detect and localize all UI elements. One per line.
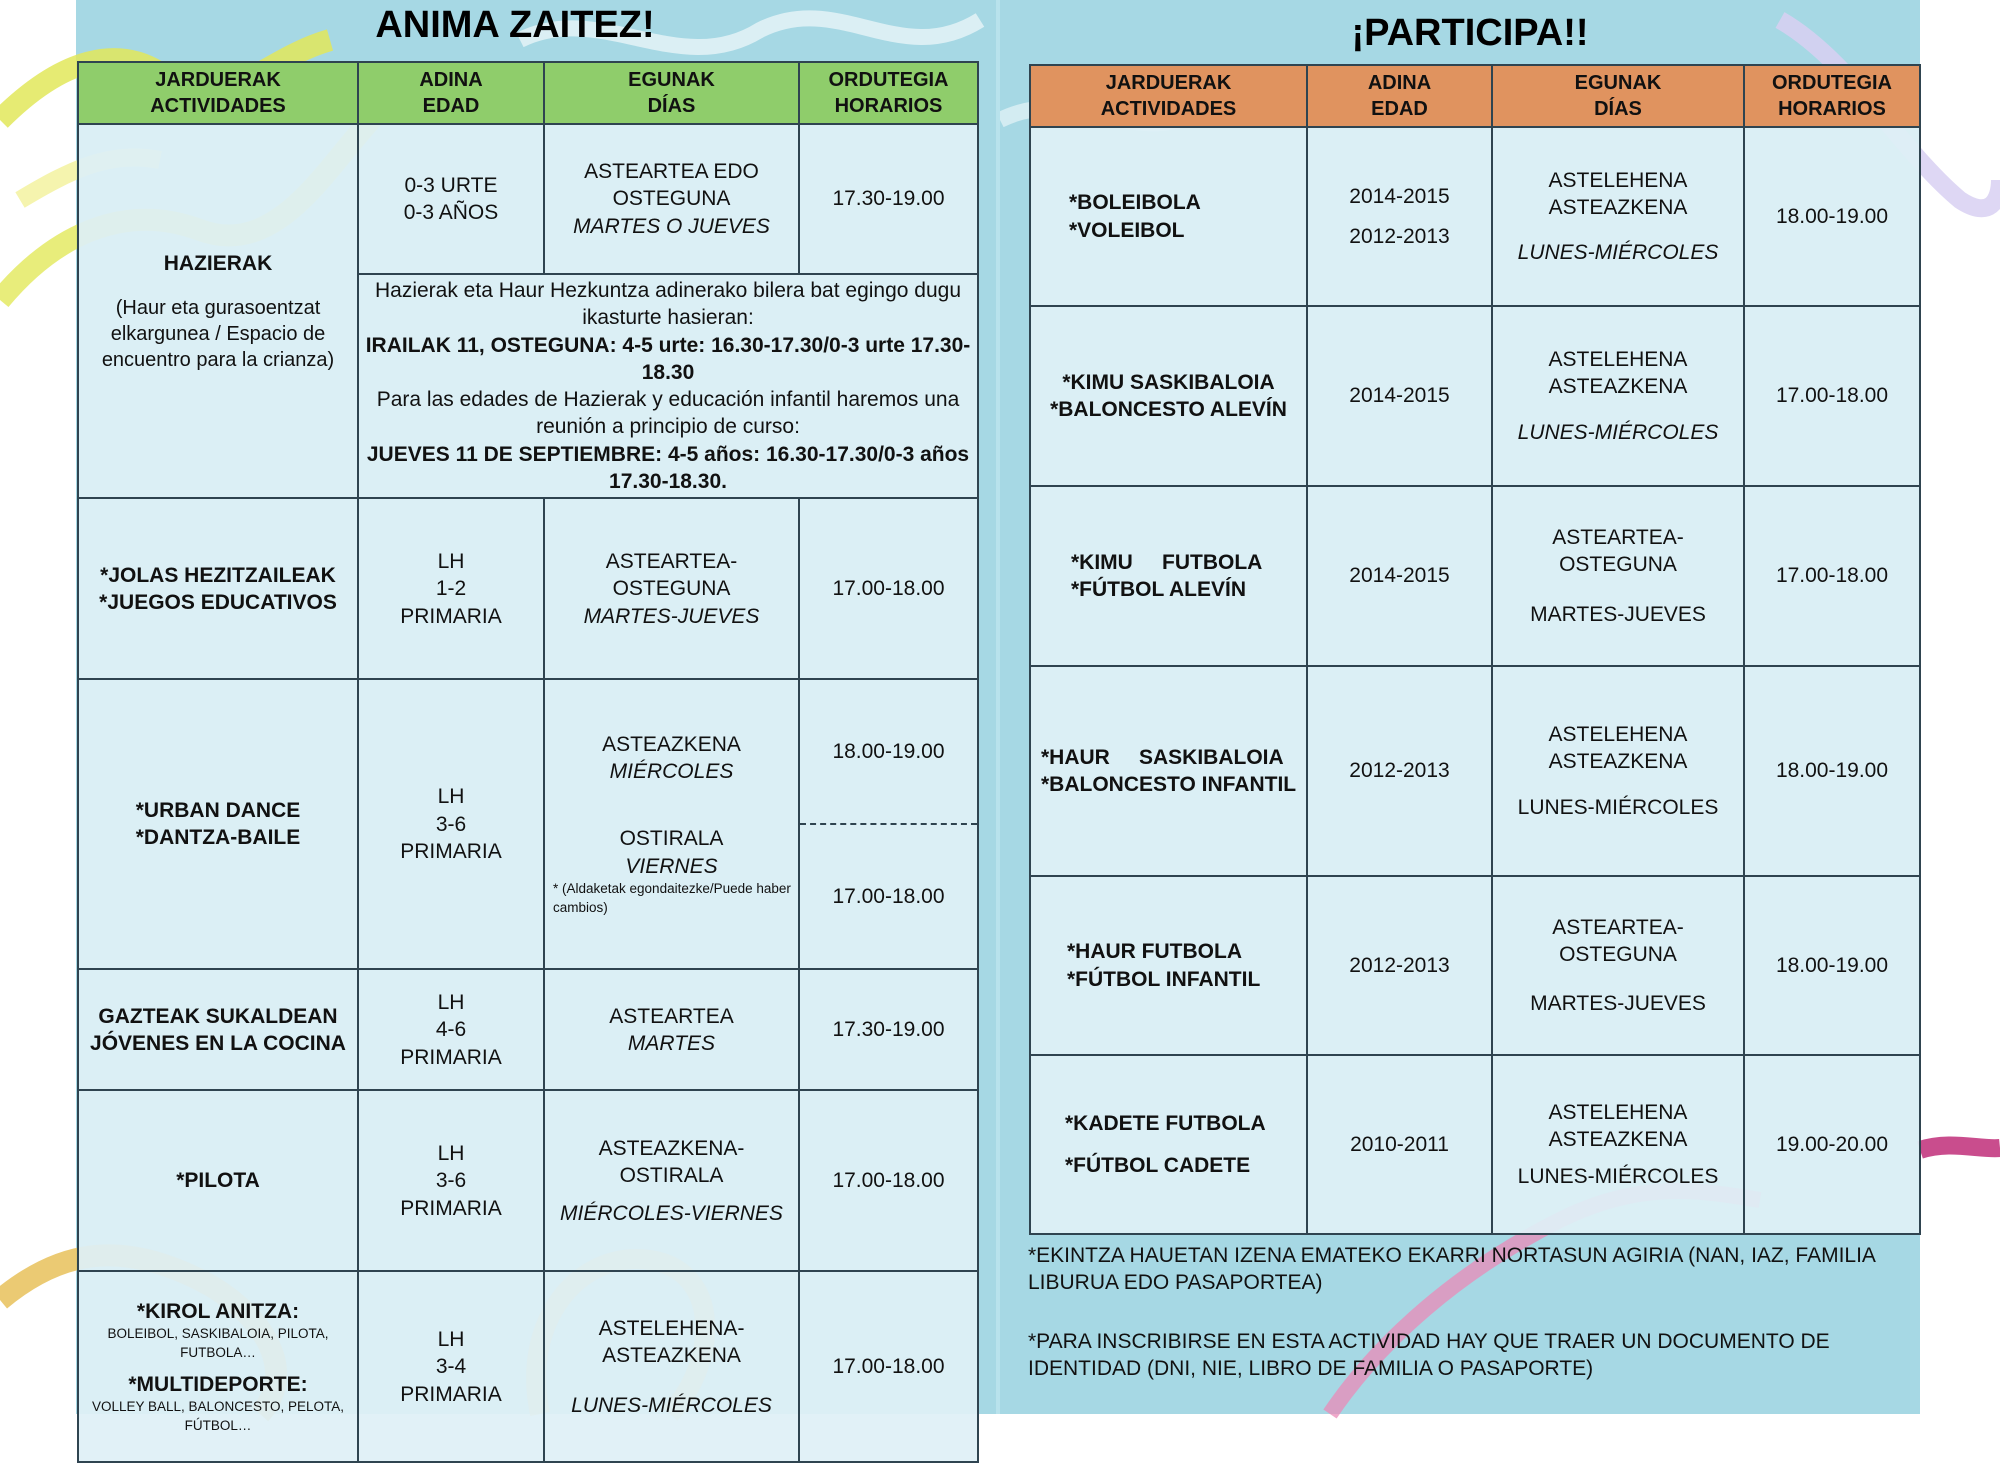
- registration-note-eu: *EKINTZA HAUETAN IZENA EMATEKO EKARRI NORTASUN AGIRIA (NAN, IAZ, FAMILIA LIBURUA EDO PASAPORTEA): [1028, 1244, 1875, 1295]
- activity-cell: *HAUR FUTBOLA *FÚTBOL INFANTIL: [1030, 876, 1307, 1055]
- age-cell: LH 1-2 PRIMARIA: [358, 498, 544, 679]
- right-title: ¡PARTICIPA!!: [1351, 12, 1589, 54]
- page-fold: [996, 0, 1000, 1414]
- header-hours: ORDUTEGIA HORARIOS: [799, 62, 978, 124]
- header-hours: ORDUTEGIA HORARIOS: [1744, 65, 1920, 127]
- days-cell: ASTELEHENA ASTEAZKENA LUNES-MIÉRCOLES: [1492, 666, 1744, 876]
- hours-cell: 18.00-19.00: [1744, 666, 1920, 876]
- age-cell: 2010-2011: [1307, 1055, 1492, 1234]
- days-cell: ASTEARTEA-OSTEGUNA MARTES-JUEVES: [1492, 486, 1744, 666]
- table-row: [1030, 127, 1920, 306]
- days-cell: ASTEARTEA-OSTEGUNA MARTES-JUEVES: [1492, 876, 1744, 1055]
- table-row: [78, 1090, 978, 1271]
- table-header-row: [78, 62, 978, 124]
- header-activities: JARDUERAK ACTIVIDADES: [1030, 65, 1307, 127]
- age-cell: 2014-2015 2012-2013: [1307, 127, 1492, 306]
- activity-cell: *PILOTA: [78, 1090, 358, 1271]
- days-cell: ASTEAZKENA-OSTIRALA MIÉRCOLES-VIERNES: [544, 1090, 799, 1271]
- age-cell: LH 3-6 PRIMARIA: [358, 679, 544, 969]
- table-row: [78, 498, 978, 679]
- activity-cell: *KIMU SASKIBALOIA *BALONCESTO ALEVÍN: [1030, 306, 1307, 486]
- days-cell: ASTELEHENA ASTEAZKENA LUNES-MIÉRCOLES: [1492, 127, 1744, 306]
- hours-cell: 18.00-19.00: [1744, 876, 1920, 1055]
- activity-cell: *URBAN DANCE *DANTZA-BAILE: [78, 679, 358, 969]
- table-row: [1030, 1055, 1920, 1234]
- meeting-notice: Hazierak eta Haur Hezkuntza adinerako bilera bat egingo dugu ikasturte hasieran: IRAILAK 11, OSTEGUNA: 4-5 urte: 16.30-17.30/0-3 urte 17.30-18.30 Para las edades de Hazierak y educación infantil haremos una reunión a principio de curso: JUEVES 11 DE SEPTIEMBRE: 4-5 años: 16.30-17.30/0-3 años 17.30-18.30.: [358, 274, 978, 498]
- activity-cell: *KADETE FUTBOLA *FÚTBOL CADETE: [1030, 1055, 1307, 1234]
- hours-cell: 17.30-19.00: [799, 969, 978, 1090]
- age-cell: 2012-2013: [1307, 876, 1492, 1055]
- age-cell: 0-3 URTE 0-3 AÑOS: [358, 124, 544, 274]
- days-cell: ASTEARTEA EDO OSTEGUNA MARTES O JUEVES: [544, 124, 799, 274]
- registration-note-es: *PARA INSCRIBIRSE EN ESTA ACTIVIDAD HAY QUE TRAER UN DOCUMENTO DE IDENTIDAD (DNI, NIE, LIBRO DE FAMILIA O PASAPORTE): [1028, 1330, 1830, 1381]
- hours-cell: 18.00-19.00: [799, 679, 978, 824]
- left-title: ANIMA ZAITEZ!: [375, 4, 655, 46]
- header-days: EGUNAK DÍAS: [544, 62, 799, 124]
- age-cell: LH 3-6 PRIMARIA: [358, 1090, 544, 1271]
- days-cell: ASTEAZKENA MIÉRCOLES OSTIRALA VIERNES * (Aldaketak egondaitezke/Puede haber cambios): [544, 679, 799, 969]
- activity-cell: *JOLAS HEZITZAILEAK *JUEGOS EDUCATIVOS: [78, 498, 358, 679]
- activity-cell: *KIROL ANITZA: BOLEIBOL, SASKIBALOIA, PILOTA, FUTBOLA… *MULTIDEPORTE: VOLLEY BALL, BALONCESTO, PELOTA, FÚTBOL…: [78, 1271, 358, 1462]
- table-row: [1030, 306, 1920, 486]
- table-row: [78, 679, 978, 824]
- right-schedule-table: [1029, 64, 1921, 1235]
- days-cell: ASTELEHENA ASTEAZKENA LUNES-MIÉRCOLES: [1492, 1055, 1744, 1234]
- hours-cell: 18.00-19.00: [1744, 127, 1920, 306]
- days-cell: ASTEARTEA MARTES: [544, 969, 799, 1090]
- table-row: [78, 969, 978, 1090]
- activity-cell: HAZIERAK (Haur eta gurasoentzat elkargunea / Espacio de encuentro para la crianza): [78, 124, 358, 498]
- hours-cell: 17.00-18.00: [799, 1271, 978, 1462]
- age-cell: 2014-2015: [1307, 486, 1492, 666]
- age-cell: 2012-2013: [1307, 666, 1492, 876]
- days-cell: ASTELEHENA ASTEAZKENA LUNES-MIÉRCOLES: [1492, 306, 1744, 486]
- hours-cell: 17.00-18.00: [799, 498, 978, 679]
- hours-cell: 17.00-18.00: [799, 824, 978, 969]
- table-header-row: [1030, 65, 1920, 127]
- table-row: [78, 1271, 978, 1462]
- header-age: ADINA EDAD: [1307, 65, 1492, 127]
- hours-cell: 17.00-18.00: [799, 1090, 978, 1271]
- age-cell: LH 3-4 PRIMARIA: [358, 1271, 544, 1462]
- table-row: [78, 124, 978, 274]
- left-schedule-table: [77, 61, 979, 1463]
- days-cell: ASTELEHENA-ASTEAZKENA LUNES-MIÉRCOLES: [544, 1271, 799, 1462]
- activity-cell: GAZTEAK SUKALDEAN JÓVENES EN LA COCINA: [78, 969, 358, 1090]
- hours-cell: 19.00-20.00: [1744, 1055, 1920, 1234]
- activity-cell: *KIMU FUTBOLA *FÚTBOL ALEVÍN: [1030, 486, 1307, 666]
- hours-cell: 17.30-19.00: [799, 124, 978, 274]
- table-row: [1030, 666, 1920, 876]
- hours-cell: 17.00-18.00: [1744, 306, 1920, 486]
- header-age: ADINA EDAD: [358, 62, 544, 124]
- days-cell: ASTEARTEA-OSTEGUNA MARTES-JUEVES: [544, 498, 799, 679]
- header-days: EGUNAK DÍAS: [1492, 65, 1744, 127]
- header-activities: JARDUERAK ACTIVIDADES: [78, 62, 358, 124]
- age-cell: LH 4-6 PRIMARIA: [358, 969, 544, 1090]
- age-cell: 2014-2015: [1307, 306, 1492, 486]
- activity-cell: *BOLEIBOLA *VOLEIBOL: [1030, 127, 1307, 306]
- table-row: [1030, 486, 1920, 666]
- table-row: [1030, 876, 1920, 1055]
- activity-cell: *HAUR SASKIBALOIA *BALONCESTO INFANTIL: [1030, 666, 1307, 876]
- hours-cell: 17.00-18.00: [1744, 486, 1920, 666]
